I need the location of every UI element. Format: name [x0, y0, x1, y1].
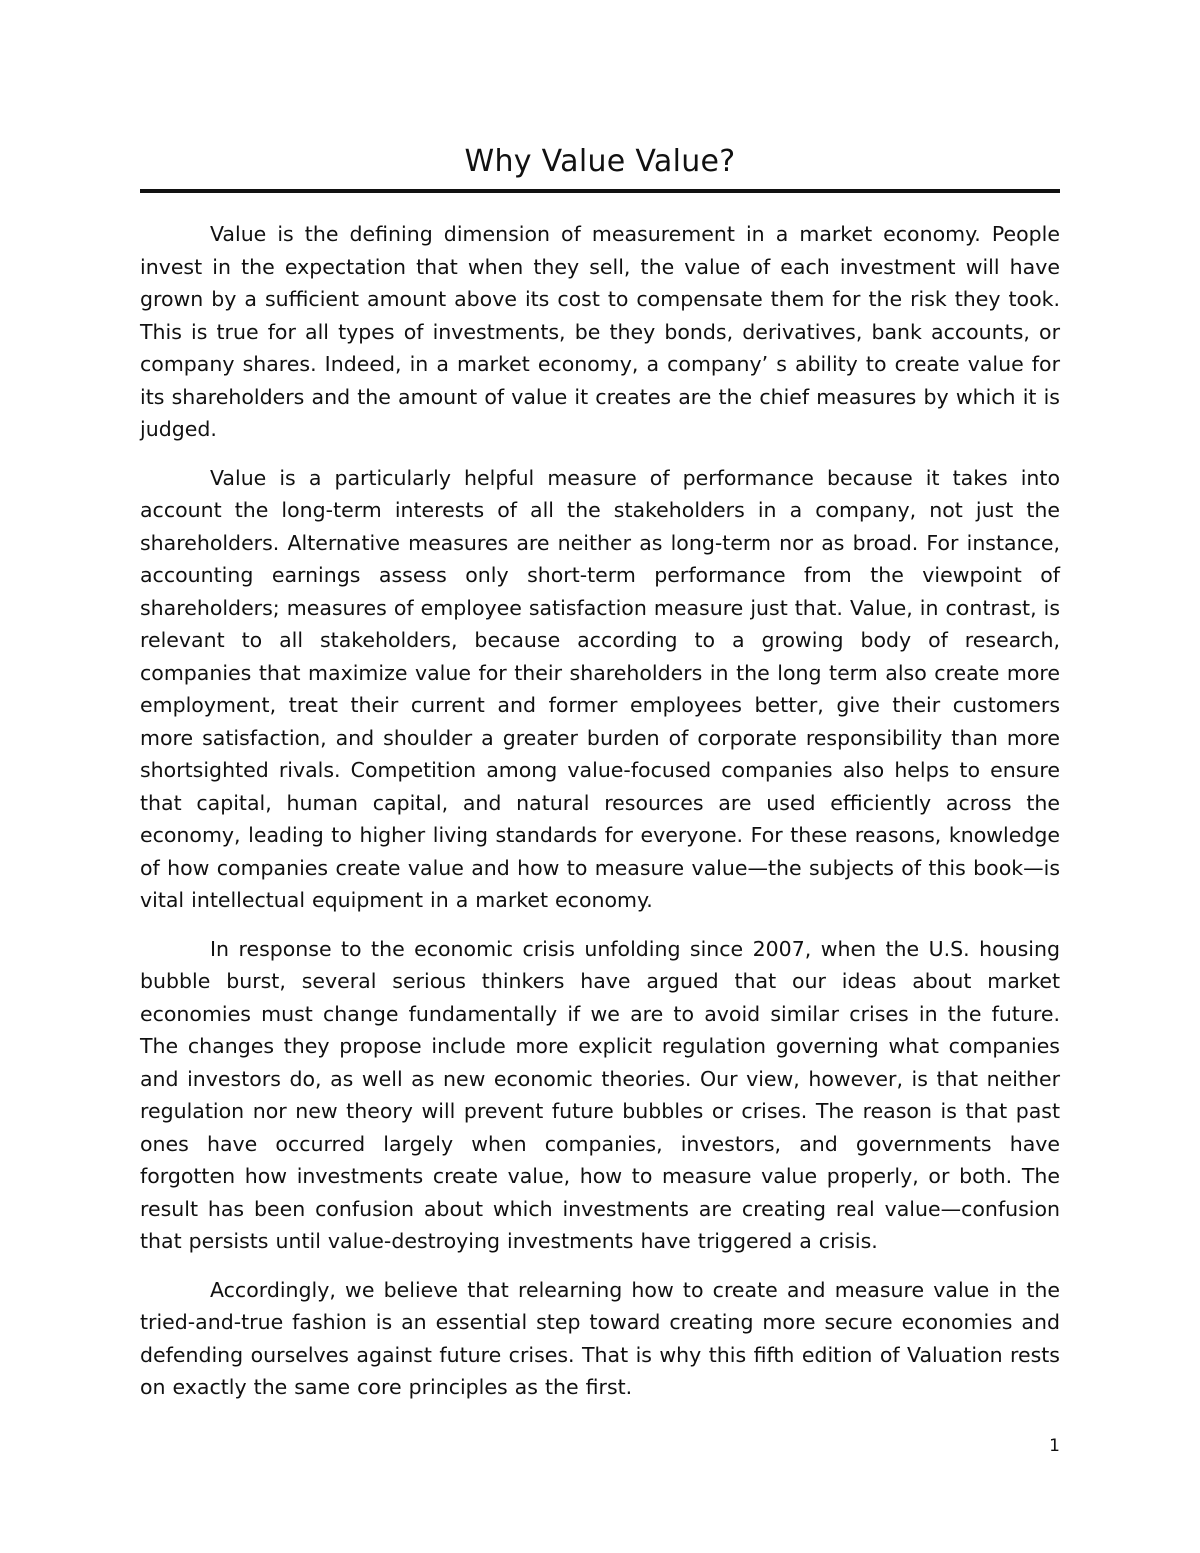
page-number: 1: [1049, 1436, 1060, 1456]
paragraph-1: Value is the defining dimension of measurement in a market economy. People invest in the expectation that when they sell, the value of each investment will have grown by a sufficient amount above its cost to compensate them for the risk they took. This is true for all types of investments, be they bonds, derivatives, bank accounts, or company shares. Indeed, in a market economy, a company’ s ability to create value for its shareholders and the amount of value it creates are the chief measures by which it is judged.: [140, 222, 1060, 441]
title-divider: [140, 189, 1060, 193]
body-text: [140, 218, 1060, 1420]
paragraph-2: Value is a particularly helpful measure of performance because it takes into account the long-term interests of all the stakeholders in a company, not just the shareholders. Alternative measures are neither as long-term nor as broad. For instance, accounting earnings assess only short-term performance from the viewpoint of shareholders; measures of employee satisfaction measure just that. Value, in contrast, is relevant to all stakeholders, because according to a growing body of research, companies that maximize value for their shareholders in the long term also create more employment, treat their current and former employees better, give their customers more satisfaction, and shoulder a greater burden of corporate responsibility than more shortsighted rivals. Competition among value-focused companies also helps to ensure that capital, human capital, and natural resources are used efficiently across the economy, leading to higher living standards for everyone. For these reasons, knowledge of how companies create value and how to measure value—the subjects of this book—is vital intellectual equipment in a market economy.: [140, 465, 1060, 912]
paragraph-3: In response to the economic crisis unfolding since 2007, when the U.S. housing bubble burst, several serious thinkers have argued that our ideas about market economies must change fundamentally if we are to avoid similar crises in the future. The changes they propose include more explicit regulation governing what companies and investors do, as well as new economic theories. Our view, however, is that neither regulation nor new theory will prevent future bubbles or crises. The reason is that past ones have occurred largely when companies, investors, and governments have forgotten how investments create value, how to measure value properly, or both. The result has been confusion about which investments are creating real value—confusion that persists until value-destroying investments have triggered a crisis.: [140, 936, 1060, 1253]
page-title: Why Value Value?: [464, 144, 736, 179]
paragraph-4: Accordingly, we believe that relearning how to create and measure value in the tried-and-true fashion is an essential step toward creating more secure economies and defending ourselves against future crises. That is why this fifth edition of Valuation rests on exactly the same core principles as the first.: [140, 1277, 1060, 1399]
